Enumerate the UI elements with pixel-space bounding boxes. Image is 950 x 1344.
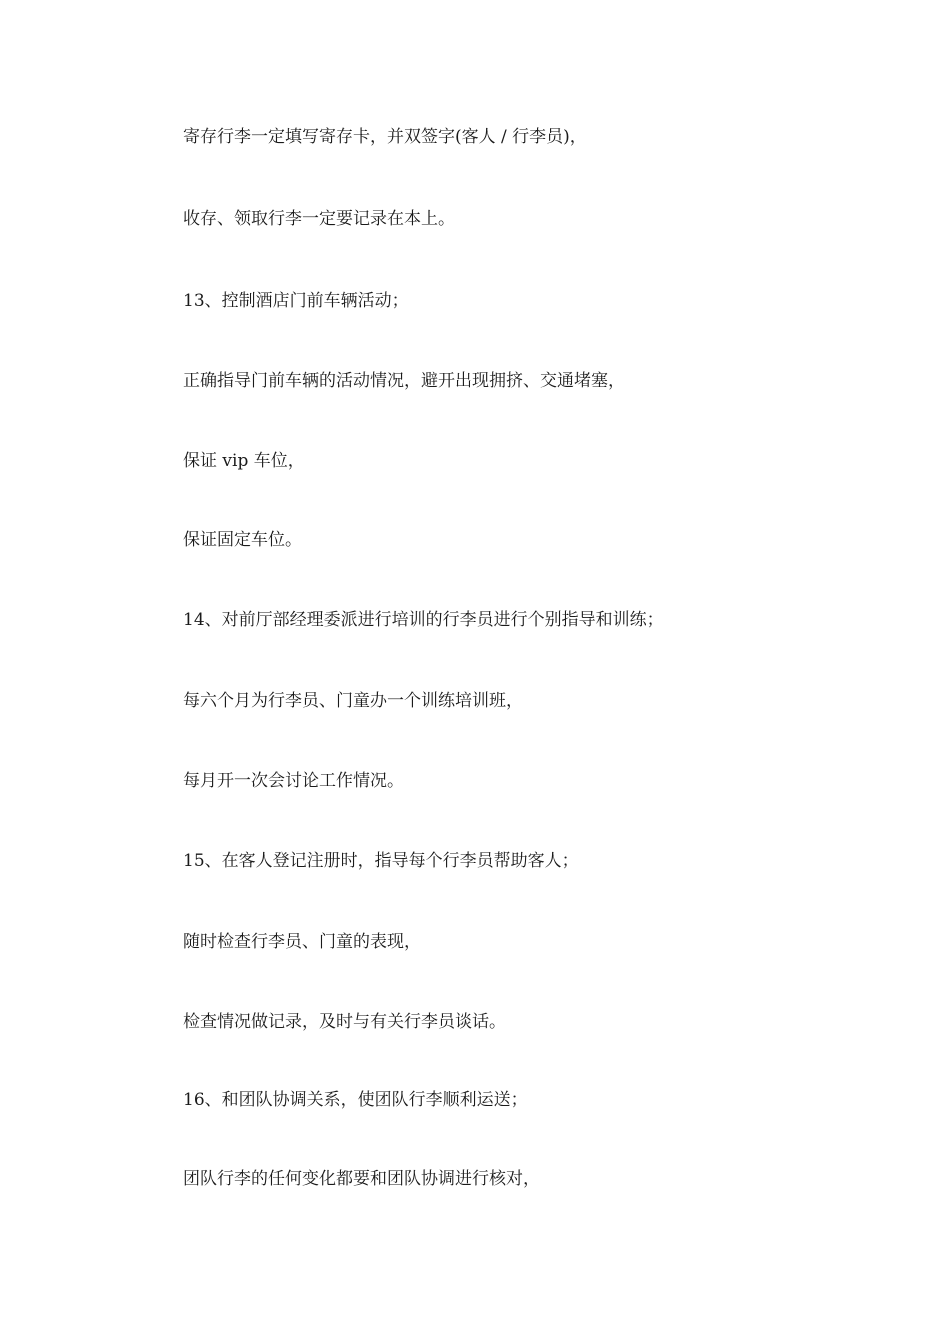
- paragraph-line: 每月开一次会讨论工作情况。: [183, 771, 404, 791]
- paragraph-line: 15、在客人登记注册时，指导每个行李员帮助客人；: [183, 851, 579, 871]
- paragraph-line: 团队行李的任何变化都要和团队协调进行核对，: [183, 1169, 540, 1189]
- paragraph-line: 随时检查行李员、门童的表现，: [183, 932, 421, 952]
- paragraph-line: 保证 vip 车位，: [183, 451, 305, 471]
- paragraph-line: 14、对前厅部经理委派进行培训的行李员进行个别指导和训练；: [183, 610, 664, 630]
- paragraph-line: 每六个月为行李员、门童办一个训练培训班，: [183, 691, 523, 711]
- paragraph-line: 保证固定车位。: [183, 530, 302, 550]
- paragraph-line: 16、和团队协调关系，使团队行李顺利运送；: [183, 1090, 528, 1110]
- paragraph-line: 寄存行李一定填写寄存卡，并双签字(客人 / 行李员)，: [183, 127, 587, 147]
- paragraph-line: 检查情况做记录，及时与有关行李员谈话。: [183, 1012, 506, 1032]
- paragraph-line: 正确指导门前车辆的活动情况，避开出现拥挤、交通堵塞，: [183, 371, 625, 391]
- paragraph-line: 13、控制酒店门前车辆活动；: [183, 291, 409, 311]
- paragraph-line: 收存、领取行李一定要记录在本上。: [183, 209, 455, 229]
